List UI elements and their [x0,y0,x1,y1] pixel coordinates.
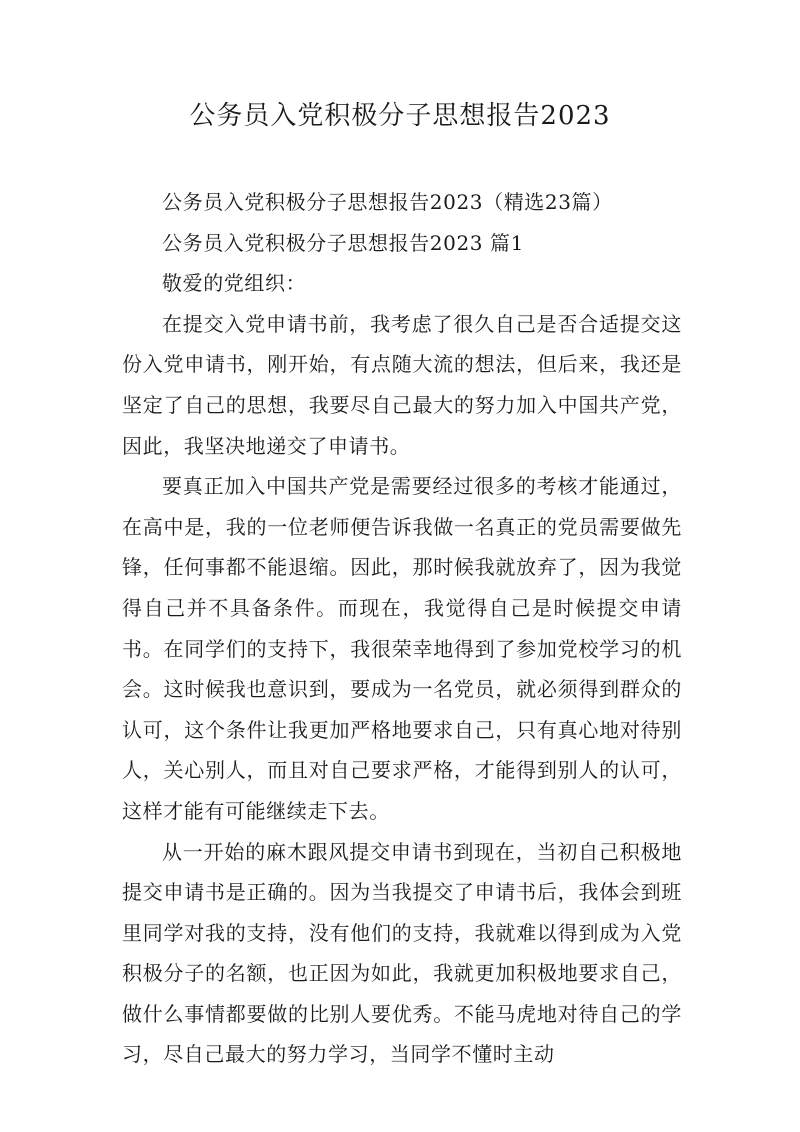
paragraph-body-3: 从一开始的麻木跟风提交申请书到现在，当初自己积极地提交申请书是正确的。因为当我提交了申请书后，我体会到班里同学对我的支持，没有他们的支持，我就难以得到成为入党积极分子的名额，也正因为如此，我就更加积极地要求自己，做什么事情都要做的比别人要优秀。不能马虎地对待自己的学习，尽自己最大的努力学习，当同学不懂时主动 [122,839,682,1067]
document-title: 公务员入党积极分子思想报告2023 [189,101,611,131]
paragraph-body-2: 要真正加入中国共产党是需要经过很多的考核才能通过，在高中是，我的一位老师便告诉我做一名真正的党员需要做先锋，任何事都不能退缩。因此，那时候我就放弃了，因为我觉得自己并不具备条件。而现在，我觉得自己是时候提交申请书。在同学们的支持下，我很荣幸地得到了参加党校学习的机会。这时候我也意识到，要成为一名党员，就必须得到群众的认可，这个条件让我更加严格地要求自己，只有真心地对待别人，关心别人，而且对自己要求严格，才能得到别人的认可，这样才能有可能继续走下去。 [122,474,682,823]
paragraph-salutation: 敬爱的党组织： [162,271,307,296]
paragraph-subtitle: 公务员入党积极分子思想报告2023（精选23篇） [162,190,613,214]
paragraph-section-heading: 公务员入党积极分子思想报告2023 篇1 [162,230,524,255]
paragraph-body-1: 在提交入党申请书前，我考虑了很久自己是否合适提交这份入党申请书，刚开始，有点随大流的想法，但后来，我还是坚定了自己的思想，我要尽自己最大的努力加入中国共产党，因此，我坚决地递交了申请书。 [122,311,682,458]
document-body [122,182,682,1075]
